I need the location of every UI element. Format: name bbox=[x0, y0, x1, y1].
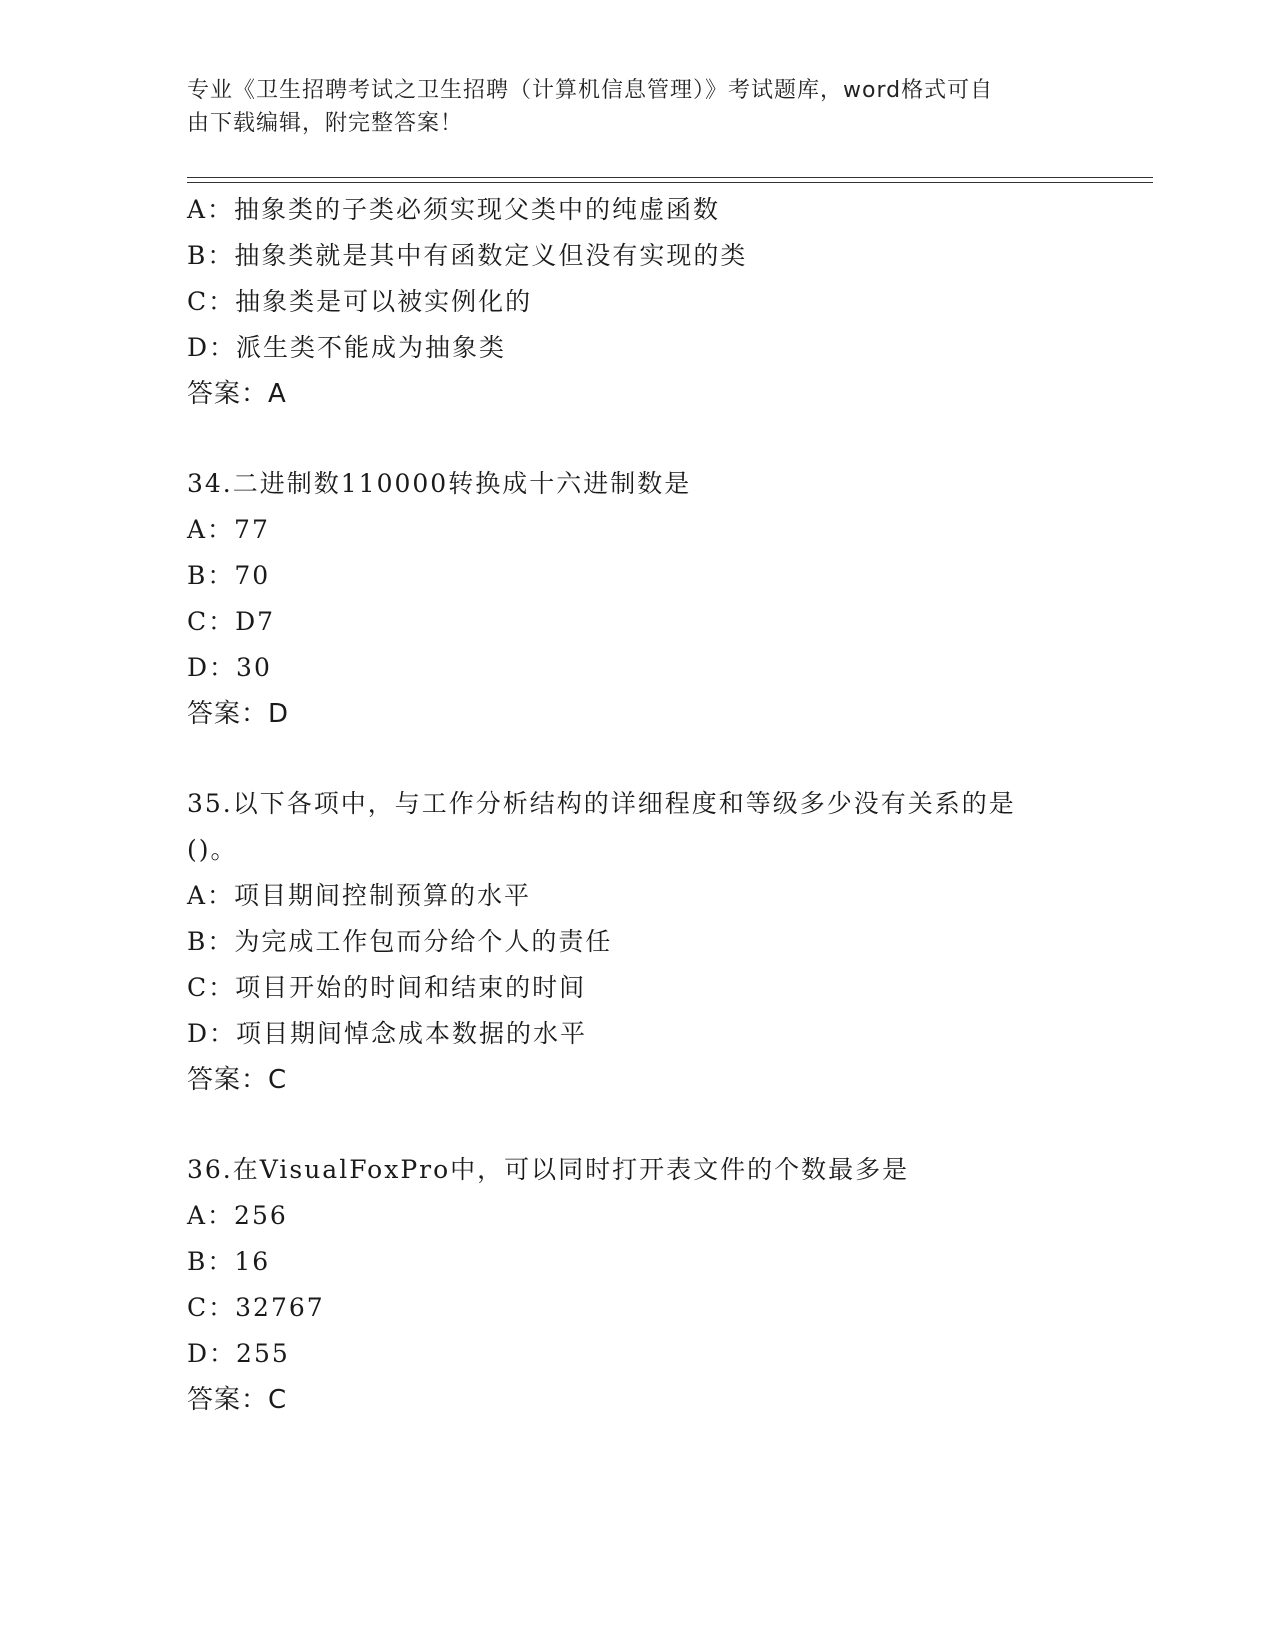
answer: 答案：C bbox=[187, 1065, 288, 1095]
answer: 答案：D bbox=[187, 699, 290, 729]
option-a: A：项目期间控制预算的水平 bbox=[187, 881, 532, 910]
option-c: C：项目开始的时间和结束的时间 bbox=[187, 973, 587, 1002]
option-b: B：16 bbox=[187, 1247, 271, 1276]
question-35 bbox=[187, 781, 1087, 1103]
header-divider-top bbox=[187, 177, 1153, 178]
document-header bbox=[187, 74, 1067, 140]
option-d: D：项目期间悼念成本数据的水平 bbox=[187, 1019, 588, 1048]
question-stem-continued: ()。 bbox=[187, 835, 238, 864]
header-divider-bottom bbox=[187, 182, 1153, 183]
option-b: B：为完成工作包而分给个人的责任 bbox=[187, 927, 613, 956]
option-d: D：255 bbox=[187, 1339, 290, 1368]
option-a: A：77 bbox=[187, 515, 270, 544]
option-d: D：派生类不能成为抽象类 bbox=[187, 333, 507, 362]
option-c: C：抽象类是可以被实例化的 bbox=[187, 287, 533, 316]
question-stem: 36.在VisualFoxPro中，可以同时打开表文件的个数最多是 bbox=[187, 1155, 910, 1184]
option-a: A：256 bbox=[187, 1201, 288, 1230]
question-33-partial bbox=[187, 187, 1087, 417]
header-line-2: 由下载编辑，附完整答案！ bbox=[187, 111, 464, 136]
option-b: B：70 bbox=[187, 561, 271, 590]
option-c: C：D7 bbox=[187, 607, 276, 636]
option-c: C：32767 bbox=[187, 1293, 325, 1322]
question-list bbox=[187, 187, 1087, 1423]
question-stem: 34.二进制数110000转换成十六进制数是 bbox=[187, 469, 692, 498]
option-b: B：抽象类就是其中有函数定义但没有实现的类 bbox=[187, 241, 748, 270]
option-a: A：抽象类的子类必须实现父类中的纯虚函数 bbox=[187, 195, 721, 224]
option-d: D：30 bbox=[187, 653, 272, 682]
question-34 bbox=[187, 461, 1087, 737]
answer: 答案：A bbox=[187, 379, 287, 409]
question-36 bbox=[187, 1147, 1087, 1423]
question-stem: 35.以下各项中，与工作分析结构的详细程度和等级多少没有关系的是 bbox=[187, 789, 1016, 818]
answer: 答案：C bbox=[187, 1385, 288, 1415]
header-line-1: 专业《卫生招聘考试之卫生招聘（计算机信息管理）》考试题库，word格式可自 bbox=[187, 78, 994, 103]
